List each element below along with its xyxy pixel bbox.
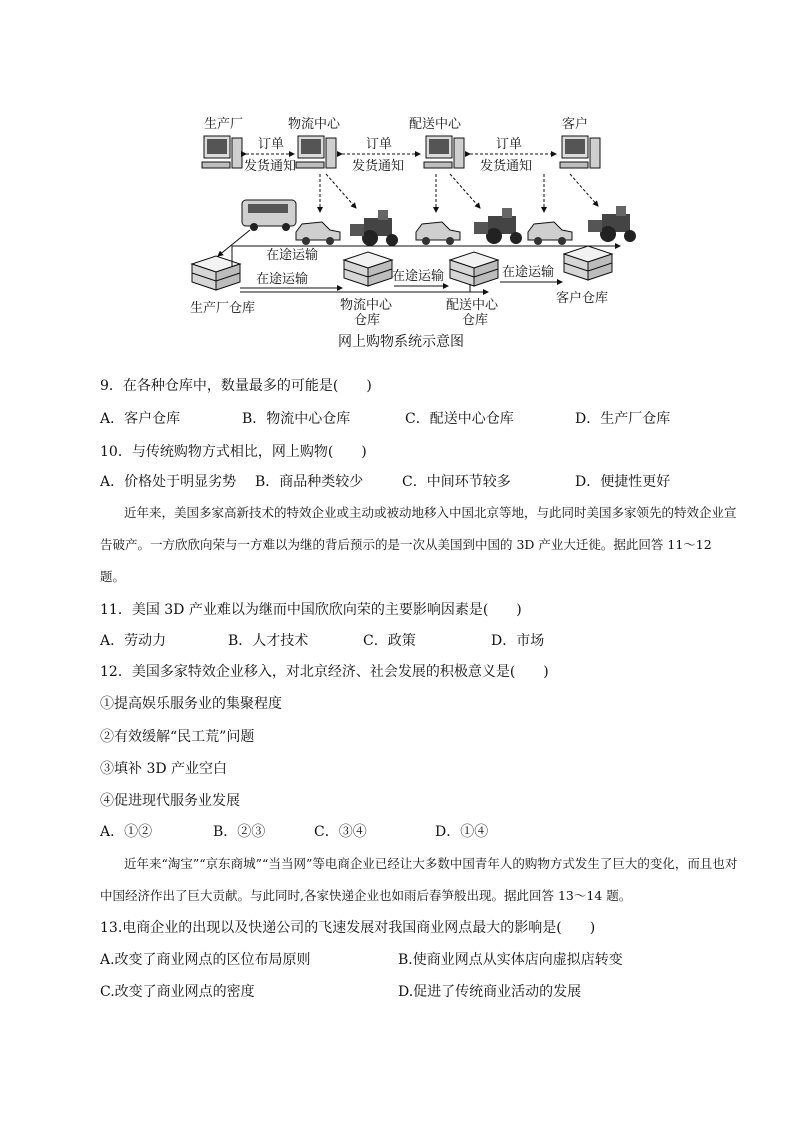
node-label-factory: 生产厂 xyxy=(204,117,244,132)
question-9-stem: 9．在各种仓库中，数量最多的可能是( ) xyxy=(100,378,372,394)
car-icon xyxy=(528,222,572,245)
q11-option-b: B．人才技术 xyxy=(228,633,309,649)
tractor-icon xyxy=(474,208,522,244)
warehouse-label-logistics-1: 物流中心 xyxy=(340,298,393,313)
customer-computer-icon xyxy=(560,136,600,168)
q13-option-d: D.促进了传统商业活动的发展 xyxy=(398,984,582,1000)
tractor-icon xyxy=(588,206,636,242)
node-label-logistics: 物流中心 xyxy=(288,117,341,132)
q9-option-c: C．配送中心仓库 xyxy=(405,411,514,427)
car-icon xyxy=(416,222,460,245)
logistics-warehouse-icon xyxy=(344,252,392,286)
warehouse-label-distribution-2: 仓库 xyxy=(462,313,489,328)
q9-option-a: A．客户仓库 xyxy=(100,411,181,427)
q10-option-a: A．价格处于明显劣势 xyxy=(100,474,237,490)
q11-option-d: D．市场 xyxy=(491,633,545,649)
distribution-warehouse-icon xyxy=(450,252,498,286)
node-label-distribution: 配送中心 xyxy=(409,117,462,132)
q9-option-d: D．生产厂仓库 xyxy=(575,411,671,427)
tractor-icon xyxy=(350,210,398,246)
q12-option-b: B．②③ xyxy=(213,824,266,840)
notice-label-2: 发货通知 xyxy=(352,159,405,174)
q10-option-c: C．中间环节较多 xyxy=(402,474,511,490)
q11-option-a: A．劳动力 xyxy=(100,633,167,649)
warehouse-label-customer: 客户仓库 xyxy=(556,291,609,306)
order-label-3: 订单 xyxy=(496,137,523,152)
passage-3d-industry: 近年来，美国多家高新技术的特效企业或主动或被动地移入中国北京等地，与此同时美国多家领先的特效企业宣告破产。一方欣欣向荣与一方难以为继的背后预示的是一次从美国到中国的 3D 产业大迁徙。据此回答 11～12 题。 xyxy=(100,505,737,584)
notice-label-3: 发货通知 xyxy=(480,159,533,174)
order-label-2: 订单 xyxy=(366,137,393,152)
factory-computer-icon xyxy=(202,136,242,168)
online-shopping-system-diagram xyxy=(180,108,640,358)
q13-option-c: C.改变了商业网点的密度 xyxy=(100,984,255,1000)
question-12-stem: 12．美国多家特效企业移入，对北京经济、社会发展的积极意义是( ) xyxy=(100,664,549,680)
car-icon xyxy=(296,222,340,245)
q10-option-d: D．便捷性更好 xyxy=(575,474,671,490)
q12-item-2: ②有效缓解“民工荒”问题 xyxy=(100,729,255,745)
bus-icon xyxy=(242,200,296,231)
q11-option-c: C．政策 xyxy=(363,633,416,649)
transit-label-1: 在途运输 xyxy=(266,248,319,263)
q13-option-a: A.改变了商业网点的区位布局原则 xyxy=(100,952,311,968)
transit-label-3: 在途运输 xyxy=(392,269,445,284)
factory-warehouse-icon xyxy=(192,256,240,290)
question-11-stem: 11．美国 3D 产业难以为继而中国欣欣向荣的主要影响因素是( ) xyxy=(100,602,522,618)
q12-option-d: D．①④ xyxy=(435,824,489,840)
logistics-computer-icon xyxy=(296,136,336,168)
q10-option-b: B．商品种类较少 xyxy=(255,474,364,490)
warehouse-label-logistics-2: 仓库 xyxy=(354,313,381,328)
transit-label-2: 在途运输 xyxy=(256,272,309,287)
notice-label-1: 发货通知 xyxy=(244,159,297,174)
question-13-stem: 13.电商企业的出现以及快递公司的飞速发展对我国商业网点最大的影响是( ) xyxy=(100,920,596,936)
question-10-stem: 10．与传统购物方式相比，网上购物( ) xyxy=(100,444,367,460)
customer-warehouse-icon xyxy=(564,246,612,280)
question-9-options xyxy=(100,409,700,429)
question-10-options xyxy=(100,472,700,492)
transit-label-4: 在途运输 xyxy=(502,265,555,280)
q12-item-4: ④促进现代服务业发展 xyxy=(100,793,240,809)
q12-option-a: A．①② xyxy=(100,824,153,840)
warehouse-label-distribution-1: 配送中心 xyxy=(446,298,499,313)
q12-item-1: ①提高娱乐服务业的集聚程度 xyxy=(100,696,282,712)
q12-option-c: C．③④ xyxy=(314,824,367,840)
distribution-computer-icon xyxy=(424,136,464,168)
question-11-options xyxy=(100,631,700,651)
order-label-1: 订单 xyxy=(258,137,285,152)
q13-option-b: B.使商业网点从实体店向虚拟店转变 xyxy=(398,952,623,968)
passage-ecommerce: 近年来“淘宝”“京东商城”“当当网”等电商企业已经让大多数中国青年人的购物方式发生了巨大的变化，而且也对中国经济作出了巨大贡献。与此同时,各家快递企业也如雨后春笋般出现。据此回答 13～14 题。 xyxy=(100,856,738,903)
node-label-customer: 客户 xyxy=(562,117,589,132)
warehouse-label-factory: 生产厂仓库 xyxy=(190,301,256,316)
q12-item-3: ③填补 3D 产业空白 xyxy=(100,761,228,777)
q9-option-b: B．物流中心仓库 xyxy=(242,411,351,427)
diagram-caption: 网上购物系统示意图 xyxy=(338,334,464,350)
question-12-options xyxy=(100,822,700,842)
